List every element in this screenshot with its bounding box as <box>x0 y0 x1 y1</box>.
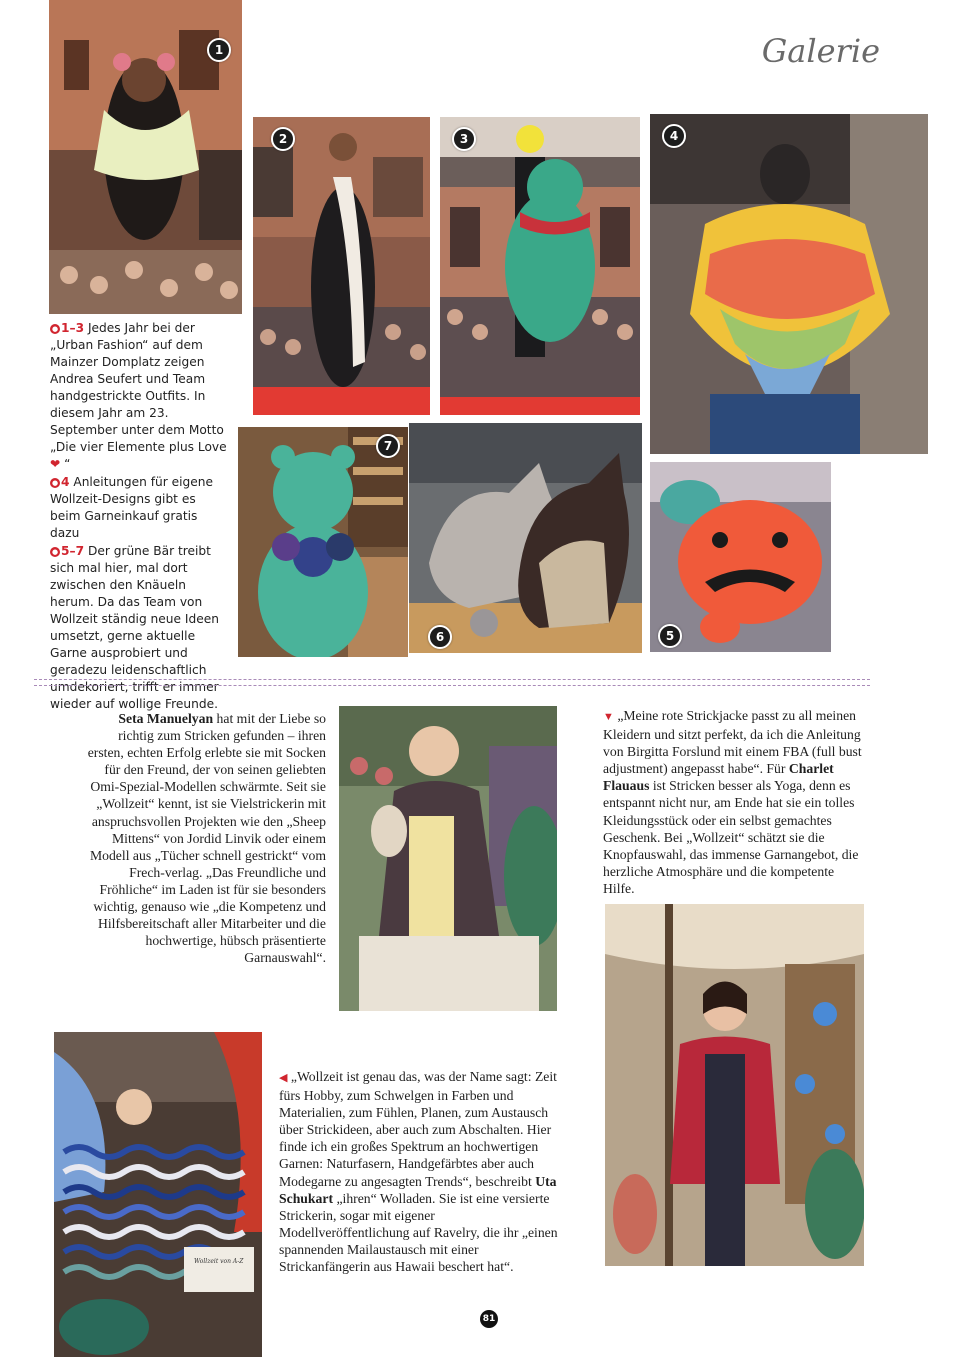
photo-charlet <box>605 904 864 1266</box>
section-divider <box>34 679 870 686</box>
caption-marker: ● <box>51 479 59 487</box>
photo-rainbow-shawl <box>650 114 928 454</box>
caption-marker: ● <box>51 548 59 556</box>
story-uta <box>279 1068 562 1275</box>
story-person-name: Seta Manuelyan <box>118 711 214 726</box>
orange-fluffy-toy-icon <box>650 462 831 652</box>
woman-with-wave-blanket-icon <box>54 1032 262 1357</box>
photo-number-4: 4 <box>662 124 686 148</box>
caption-text: Der grüne Bär treibt sich mal hier, mal dort zwischen den Knäueln herum. Da das Team von Wollzeit ständig neue Ideen umsetzt, gerne aktuelle Garne ausprobiert und geradezu leidenschaftlich umdekoriert, trifft er immer wieder auf wollige Freunde. <box>50 544 219 711</box>
caption-anleitungen <box>50 474 230 542</box>
story-seta <box>80 710 326 966</box>
photo-number-6: 6 <box>428 625 452 649</box>
photo-urban-fashion-2 <box>253 117 430 415</box>
photo-uta <box>54 1032 262 1357</box>
story-text-end: ist Stricken besser als Yoga, denn es entspannt nicht nur, am Ende hat sie ein tolles Kleidungsstück oder ein selbst gemachtes Geschenk. Bei „Wollzeit“ schätzt sie die Knopfauswahl, das immense Garnangebot, die herzliche Atmosphäre und die kompetente Hilfe. <box>603 778 859 896</box>
caption-marker-label: 1–3 <box>61 321 85 335</box>
photo-number-2: 2 <box>271 127 295 151</box>
man-with-long-white-scarf-icon <box>253 117 430 415</box>
triangle-left-icon: ◀ <box>279 1072 288 1084</box>
story-text: „Meine rote Strickjacke passt zu all meinen Kleidern und sitzt perfekt, da ich die Anleitung von Birgitta Forslund mit einem FBA (full bust adjustment) angepasst habe“. Für <box>603 708 862 777</box>
caption-marker-label: 5–7 <box>61 544 85 558</box>
photo-aardvark-animals <box>409 423 642 653</box>
woman-in-red-cardigan-icon <box>605 904 864 1266</box>
woman-with-green-bear-icon <box>440 117 640 415</box>
crocheted-aardvark-animals-icon <box>409 423 642 653</box>
photo-orange-fluffy <box>650 462 831 652</box>
caption-text: Jedes Jahr bei der „Urban Fashion“ auf dem Mainzer Domplatz zeigen Andrea Seufert und Team handgestrickte Outfits. In diesem Jahr am 23. September unter dem Motto „Die vier Elemente plus Love <box>50 321 227 454</box>
heart-icon: ❤ <box>50 457 61 471</box>
photo-number-3: 3 <box>452 127 476 151</box>
green-bear-with-necklace-icon <box>238 427 408 657</box>
photo-number-1: 1 <box>207 38 231 62</box>
photo-number-7: 7 <box>376 434 400 458</box>
page-number: 81 <box>480 1310 498 1328</box>
photo-seta <box>339 706 557 1011</box>
woman-with-mittens-icon <box>339 706 557 1011</box>
caption-text-end: “ <box>64 457 71 471</box>
caption-urban-fashion <box>50 320 230 473</box>
photo-urban-fashion-3 <box>440 117 640 415</box>
story-text: „Wollzeit ist genau das, was der Name sagt: Zeit fürs Hobby, zum Schwelgen in Farben und Materialien, zum Fühlen, Planen, zum Austausch über Strickideen, aber auch zum Abschalten. Hier finde ich ein großes Spektrum an hochwertigen Garnen: Naturfasern, Handgefärbtes aber auch Modegarne zu angesagten Trends“, beschreibt <box>279 1069 557 1189</box>
rainbow-knitted-shawl-icon <box>650 114 928 454</box>
caption-text: Anleitungen für eigene Wollzeit-Designs gibt es beim Garneinkauf gratis dazu <box>50 475 213 540</box>
gallery-caption <box>50 320 230 714</box>
section-title: Galerie <box>761 32 880 70</box>
story-text: hat mit der Liebe so richtig zum Stricken gefunden – ihren ersten, echten Erfolg erlebte sie mit Socken für den Freund, der von seinen geliebten Omi-Spezial-Modellen schwärmte. Seit sie „Wollzeit“ kennt, ist sie Vielstrickerin mit anspruchsvollen Projekten wie den „Sheep Mittens“ von Jordid Linvik oder einem Modell aus „Tücher schnell gestrickt“ vom Frech-verlag. „Das Freundliche und Fröhliche“ im Laden ist für sie besonders wichtig, genauso wie „die Kompetenz und Hilfsbereitschaft aller Mitarbeiter und die hochwertige, hübsch präsentierte Garnauswahl“. <box>87 711 326 966</box>
story-text-end: „ihren“ Wolladen. Sie ist eine versierte Strickerin, sogar mit eigener Modellveröffentlichung auf Ravelry, die ihr „einen spannenden Mailaustausch mit einer Strickanfängerin aus Hawaii beschert hat“. <box>279 1190 558 1275</box>
shop-sign: Wollzeit von A-Z <box>194 1258 244 1265</box>
caption-marker-label: 4 <box>61 475 70 489</box>
photo-number-5: 5 <box>658 624 682 648</box>
story-person-name: Charlet Flauaus <box>603 761 834 794</box>
photo-green-bear-necklace <box>238 427 408 657</box>
story-charlet <box>603 707 865 897</box>
triangle-down-icon: ▼ <box>603 711 614 723</box>
caption-marker: ● <box>51 325 59 333</box>
story-person-name: Uta Schukart <box>279 1173 557 1206</box>
caption-baer <box>50 543 230 713</box>
